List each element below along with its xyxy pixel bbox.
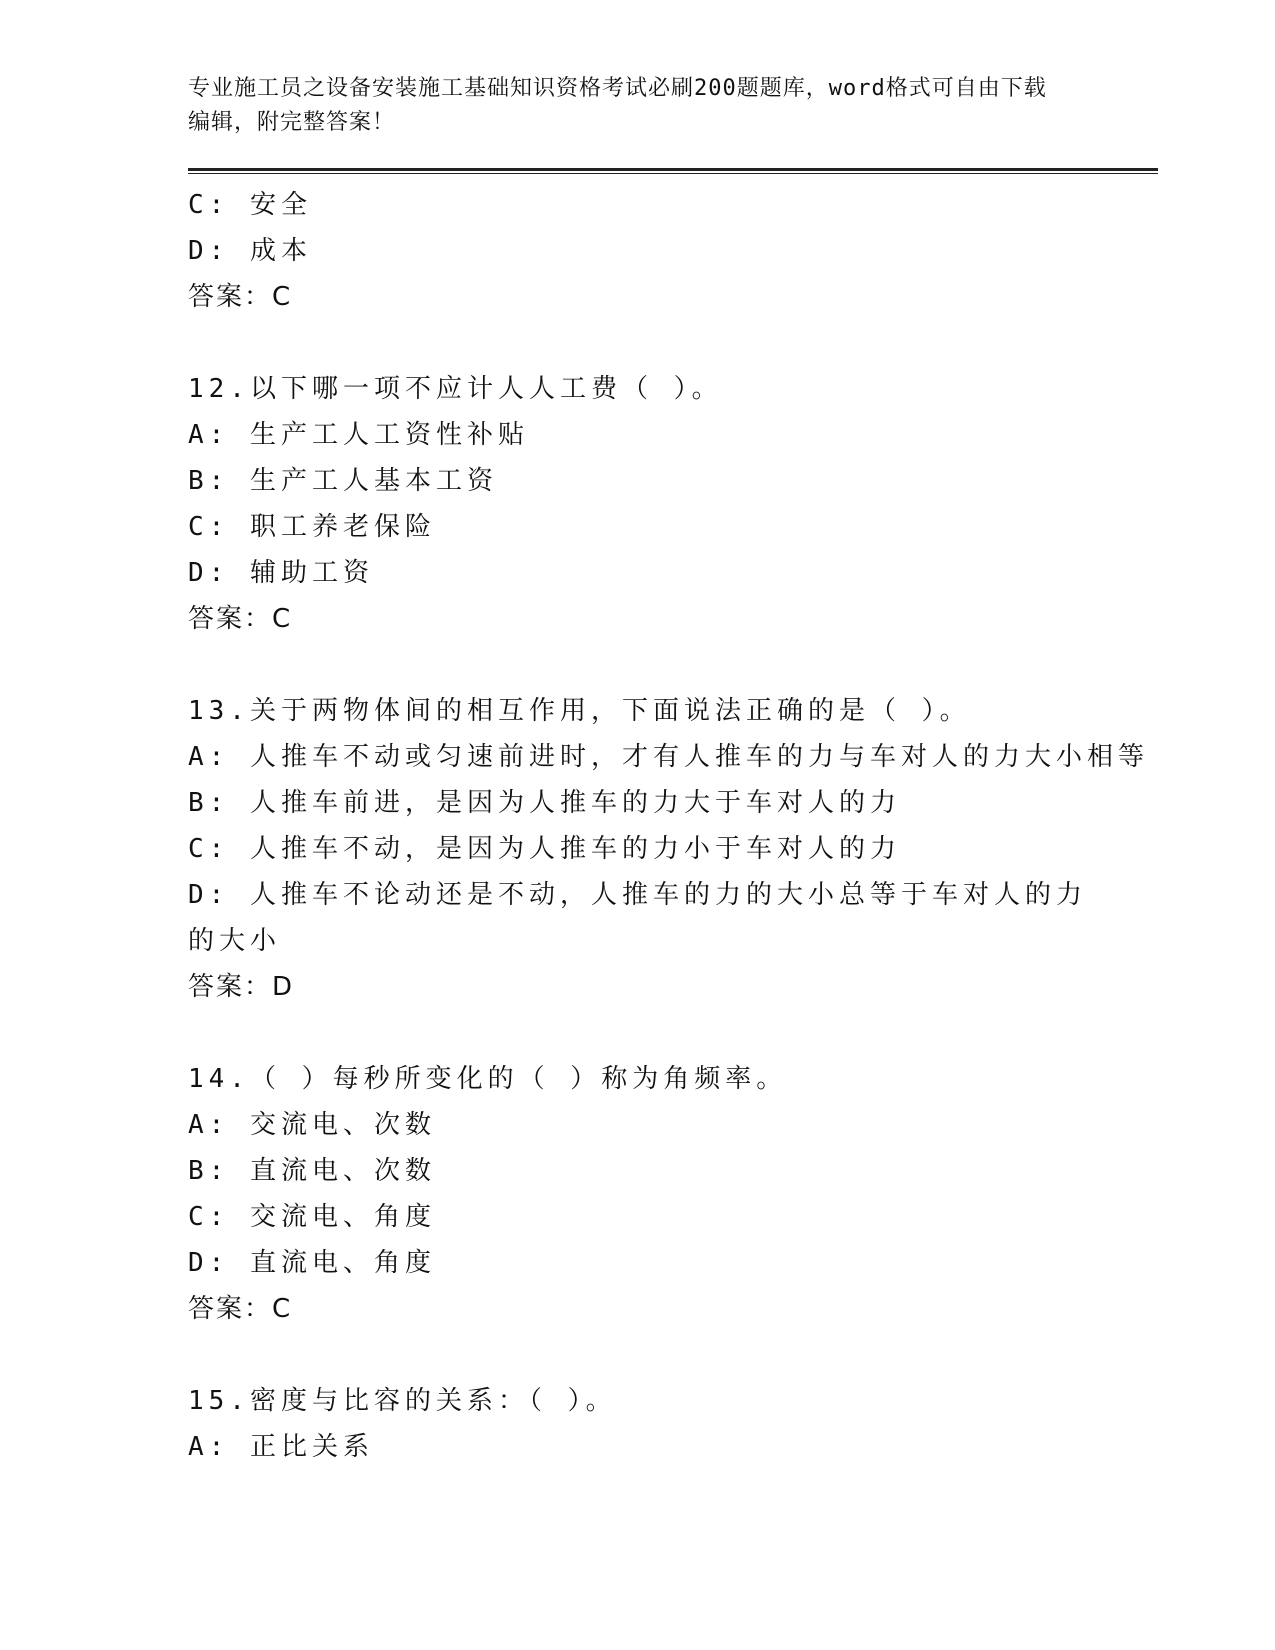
option-c: C: 交流电、角度 — [188, 1202, 436, 1232]
option-c: C: 人推车不动，是因为人推车的力小于车对人的力 — [188, 834, 901, 864]
option-d: D: 辅助工资 — [188, 558, 374, 588]
question-gap — [188, 320, 1158, 366]
carryover-answer: 答案：C — [188, 282, 293, 312]
question-gap — [188, 1010, 1158, 1056]
question-stem: 12.以下哪一项不应计人人工费（ ）。 — [188, 374, 723, 404]
option-a: A: 人推车不动或匀速前进时，才有人推车的力与车对人的力大小相等 — [188, 742, 1149, 772]
option-a: A: 正比关系 — [188, 1432, 374, 1462]
answer-label: 答案：C — [188, 1294, 293, 1324]
option-a: A: 交流电、次数 — [188, 1110, 436, 1140]
question-gap — [188, 642, 1158, 688]
question-list — [188, 182, 1158, 1470]
question-15 — [188, 1378, 1158, 1470]
option-a: A: 生产工人工资性补贴 — [188, 420, 529, 450]
document-header-title: 专业施工员之设备安装施工基础知识资格考试必刷200题题库，word格式可自由下载编辑，附完整答案！ — [188, 76, 1047, 135]
question-stem: 13.关于两物体间的相互作用，下面说法正确的是（ ）。 — [188, 696, 971, 726]
option-b: B: 直流电、次数 — [188, 1156, 436, 1186]
option-c: C: 职工养老保险 — [188, 512, 436, 542]
carryover-option-d: D: 成本 — [188, 236, 312, 266]
question-13 — [188, 688, 1158, 1010]
option-d: D: 直流电、角度 — [188, 1248, 436, 1278]
answer-label: 答案：D — [188, 972, 295, 1002]
header-divider — [188, 168, 1158, 174]
carryover-option-c: C: 安全 — [188, 190, 312, 220]
question-stem: 14.（ ）每秒所变化的（ ）称为角频率。 — [188, 1064, 788, 1094]
question-12 — [188, 366, 1158, 642]
question-stem: 15.密度与比容的关系：（ ）。 — [188, 1386, 617, 1416]
option-d: D: 人推车不论动还是不动，人推车的力的大小总等于车对人的力的大小 — [188, 880, 1087, 956]
question-gap — [188, 1332, 1158, 1378]
question-14 — [188, 1056, 1158, 1332]
option-b: B: 生产工人基本工资 — [188, 466, 498, 496]
option-b: B: 人推车前进，是因为人推车的力大于车对人的力 — [188, 788, 901, 818]
document-page — [188, 72, 1158, 1470]
answer-label: 答案：C — [188, 604, 293, 634]
